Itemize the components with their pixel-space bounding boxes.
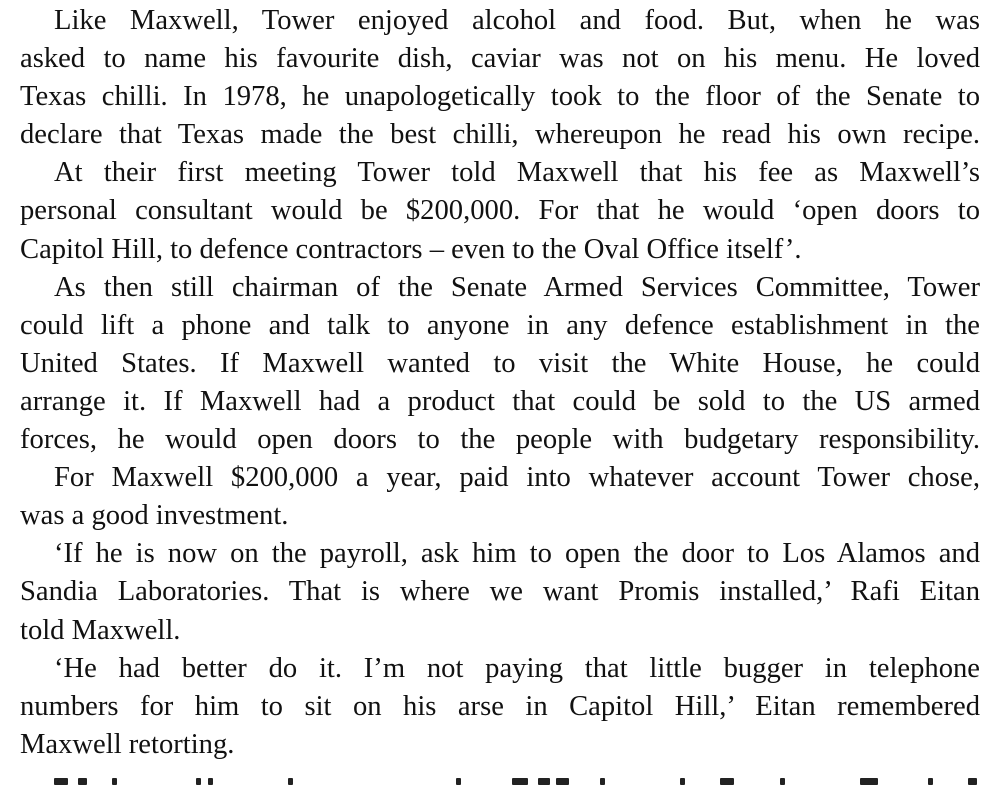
text-line: told Maxwell. bbox=[20, 614, 181, 646]
paragraph bbox=[20, 650, 980, 764]
paragraph bbox=[20, 269, 980, 459]
text-line: Like Maxwell, Tower enjoyed alcohol and food. But, when he was bbox=[54, 5, 980, 36]
text-line: United States. If Maxwell wanted to visit the White House, he could bbox=[20, 347, 980, 379]
cropped-line-bottom bbox=[20, 776, 980, 785]
text-line: Texas chilli. In 1978, he unapologetically took to the floor of the Senate to bbox=[20, 81, 980, 113]
text-line: declare that Texas made the best chilli, whereupon he read his own recipe. bbox=[20, 119, 980, 151]
paragraph bbox=[20, 535, 980, 649]
text-line: personal consultant would be $200,000. For that he would ‘open doors to bbox=[20, 195, 980, 227]
paragraph bbox=[20, 2, 980, 154]
text-line: ‘He had better do it. I’m not paying that little bugger in telephone bbox=[54, 652, 980, 684]
text-line: Capitol Hill, to defence contractors – even to the Oval Office itself’. bbox=[20, 233, 802, 265]
text-line: arrange it. If Maxwell had a product that could be sold to the US armed bbox=[20, 385, 980, 417]
text-line: was a good investment. bbox=[20, 500, 289, 532]
body-text bbox=[20, 2, 980, 764]
text-line: As then still chairman of the Senate Armed Services Committee, Tower bbox=[54, 271, 980, 303]
text-line: numbers for him to sit on his arse in Capitol Hill,’ Eitan remembered bbox=[20, 690, 980, 722]
text-line: At their first meeting Tower told Maxwell that his fee as Maxwell’s bbox=[54, 157, 980, 189]
text-line: Sandia Laboratories. That is where we want Promis installed,’ Rafi Eitan bbox=[20, 576, 980, 608]
text-line: For Maxwell $200,000 a year, paid into whatever account Tower chose, bbox=[54, 462, 980, 494]
text-line: asked to name his favourite dish, caviar was not on his menu. He loved bbox=[20, 43, 980, 75]
text-line: could lift a phone and talk to anyone in any defence establishment in the bbox=[20, 309, 980, 341]
text-line: Maxwell retorting. bbox=[20, 728, 235, 760]
text-line: forces, he would open doors to the people with budgetary responsibility. bbox=[20, 424, 980, 456]
text-line: ‘If he is now on the payroll, ask him to open the door to Los Alamos and bbox=[54, 538, 980, 570]
paragraph bbox=[20, 154, 980, 268]
paragraph bbox=[20, 459, 980, 535]
